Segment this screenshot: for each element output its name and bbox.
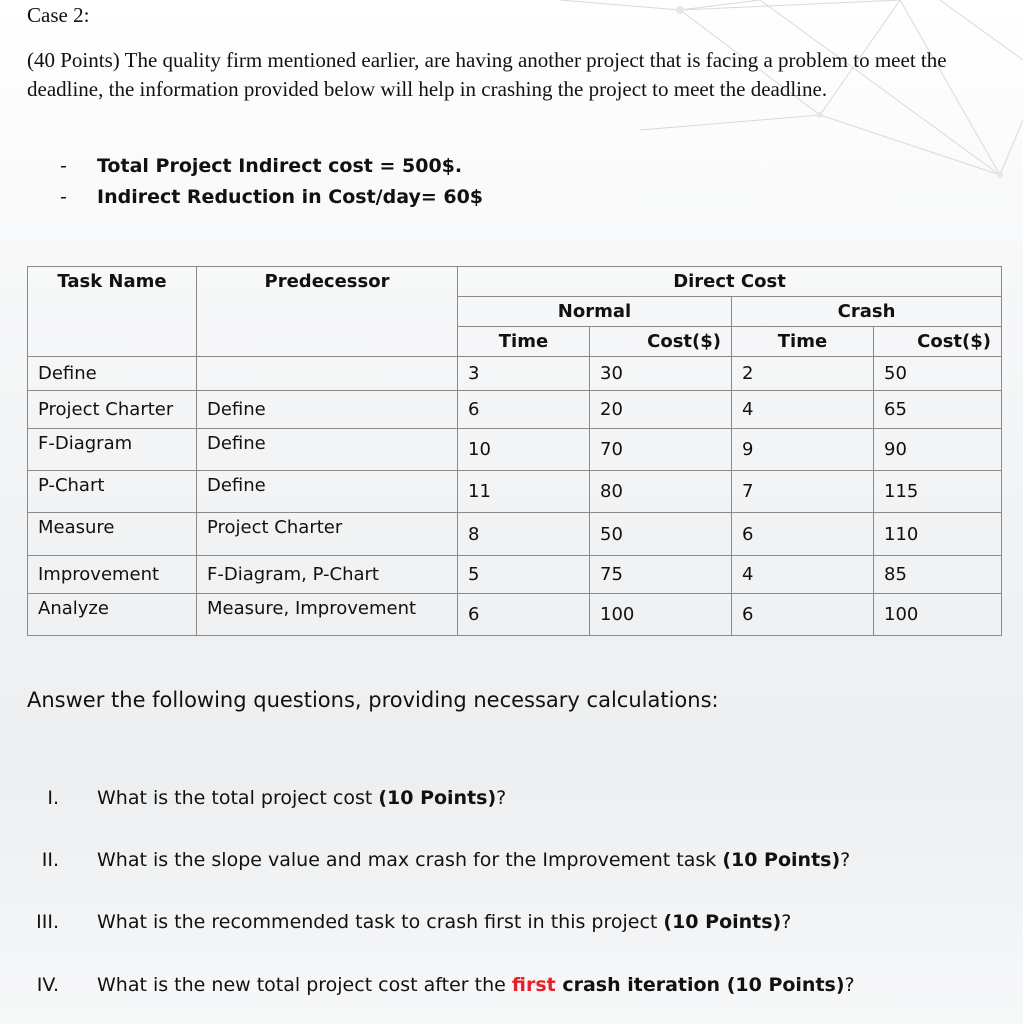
- cell-crash-cost: 65: [874, 391, 1002, 429]
- cell-predecessor: Define: [197, 429, 458, 471]
- header-direct-cost: Direct Cost: [458, 267, 1002, 297]
- cell-normal-cost: 50: [590, 513, 732, 556]
- cell-normal-cost: 75: [590, 556, 732, 594]
- question-end: ?: [844, 974, 855, 996]
- cell-crash-cost: 100: [874, 594, 1002, 636]
- question-end: ?: [781, 911, 792, 933]
- table-row: [28, 391, 1002, 429]
- bullet-indirect-cost: [60, 155, 462, 177]
- question-number: I.: [47, 787, 59, 809]
- cell-normal-cost: 30: [590, 357, 732, 391]
- header-crash: Crash: [732, 297, 1002, 327]
- cell-normal-time: 3: [458, 357, 590, 391]
- cell-normal-time: 8: [458, 513, 590, 556]
- cell-crash-time: 4: [732, 391, 874, 429]
- cell-crash-time: 2: [732, 357, 874, 391]
- cell-predecessor: Measure, Improvement: [197, 594, 458, 636]
- table-header-row: [28, 267, 1002, 297]
- cell-normal-time: 10: [458, 429, 590, 471]
- cell-crash-time: 7: [732, 471, 874, 513]
- header-normal-time: Time: [458, 327, 590, 357]
- question-points: (10 Points): [663, 911, 782, 933]
- question-points: (10 Points): [378, 787, 497, 809]
- cell-crash-time: 6: [732, 594, 874, 636]
- cell-task: F-Diagram: [28, 429, 197, 471]
- cell-crash-time: 6: [732, 513, 874, 556]
- header-normal: Normal: [458, 297, 732, 327]
- cell-normal-cost: 80: [590, 471, 732, 513]
- cell-crash-time: 4: [732, 556, 874, 594]
- question-highlight: first: [511, 974, 556, 996]
- table-row: [28, 513, 1002, 556]
- bullet-dash: -: [60, 186, 67, 208]
- cell-normal-cost: 70: [590, 429, 732, 471]
- header-crash-time: Time: [732, 327, 874, 357]
- question-3: [0, 911, 791, 933]
- question-number: III.: [36, 911, 59, 933]
- header-crash-cost: Cost($): [874, 327, 1002, 357]
- cell-normal-time: 6: [458, 391, 590, 429]
- cell-crash-time: 9: [732, 429, 874, 471]
- cell-normal-cost: 100: [590, 594, 732, 636]
- cell-normal-time: 6: [458, 594, 590, 636]
- questions-intro: Answer the following questions, providing necessary calculations:: [27, 688, 719, 712]
- crash-data-table: [27, 266, 1002, 636]
- cell-predecessor: F-Diagram, P-Chart: [197, 556, 458, 594]
- cell-predecessor: Define: [197, 471, 458, 513]
- header-task-name: Task Name: [28, 267, 197, 357]
- cell-crash-cost: 115: [874, 471, 1002, 513]
- table-row: [28, 556, 1002, 594]
- header-normal-cost: Cost($): [590, 327, 732, 357]
- question-number: IV.: [36, 974, 59, 996]
- bullet-text: Total Project Indirect cost = 500$.: [97, 155, 463, 177]
- cell-predecessor: Project Charter: [197, 513, 458, 556]
- cell-crash-cost: 110: [874, 513, 1002, 556]
- cell-crash-cost: 85: [874, 556, 1002, 594]
- cell-task: Define: [28, 357, 197, 391]
- cell-crash-cost: 50: [874, 357, 1002, 391]
- question-text: What is the new total project cost after the: [97, 974, 512, 996]
- question-text: What is the slope value and max crash for the Improvement task: [97, 849, 723, 871]
- cell-crash-cost: 90: [874, 429, 1002, 471]
- cell-predecessor: [197, 357, 458, 391]
- cell-task: P-Chart: [28, 471, 197, 513]
- question-points: (10 Points): [722, 849, 841, 871]
- question-bold-tail: crash iteration (10 Points): [555, 974, 845, 996]
- table-row: [28, 471, 1002, 513]
- question-4: [0, 974, 855, 996]
- cell-normal-cost: 20: [590, 391, 732, 429]
- cell-normal-time: 5: [458, 556, 590, 594]
- cell-normal-time: 11: [458, 471, 590, 513]
- cell-predecessor: Define: [197, 391, 458, 429]
- bullet-dash: -: [60, 155, 67, 177]
- cell-task: Measure: [28, 513, 197, 556]
- header-predecessor: Predecessor: [197, 267, 458, 357]
- cell-task: Project Charter: [28, 391, 197, 429]
- cell-task: Improvement: [28, 556, 197, 594]
- table-row: [28, 594, 1002, 636]
- table-row: [28, 429, 1002, 471]
- cell-task: Analyze: [28, 594, 197, 636]
- case-title: Case 2:: [27, 3, 90, 27]
- bullet-text: Indirect Reduction in Cost/day= 60$: [97, 186, 484, 208]
- question-text: What is the total project cost: [97, 787, 379, 809]
- question-1: [0, 787, 506, 809]
- question-end: ?: [840, 849, 851, 871]
- question-number: II.: [41, 849, 59, 871]
- table-row: [28, 357, 1002, 391]
- question-text: What is the recommended task to crash first in this project: [97, 911, 664, 933]
- intro-paragraph: (40 Points) The quality firm mentioned earlier, are having another project that is facing a problem to meet the deadline, the information provided below will help in crashing the project to meet the deadline.: [27, 48, 947, 101]
- question-2: [0, 849, 850, 871]
- bullet-indirect-reduction: [60, 186, 483, 208]
- question-end: ?: [496, 787, 507, 809]
